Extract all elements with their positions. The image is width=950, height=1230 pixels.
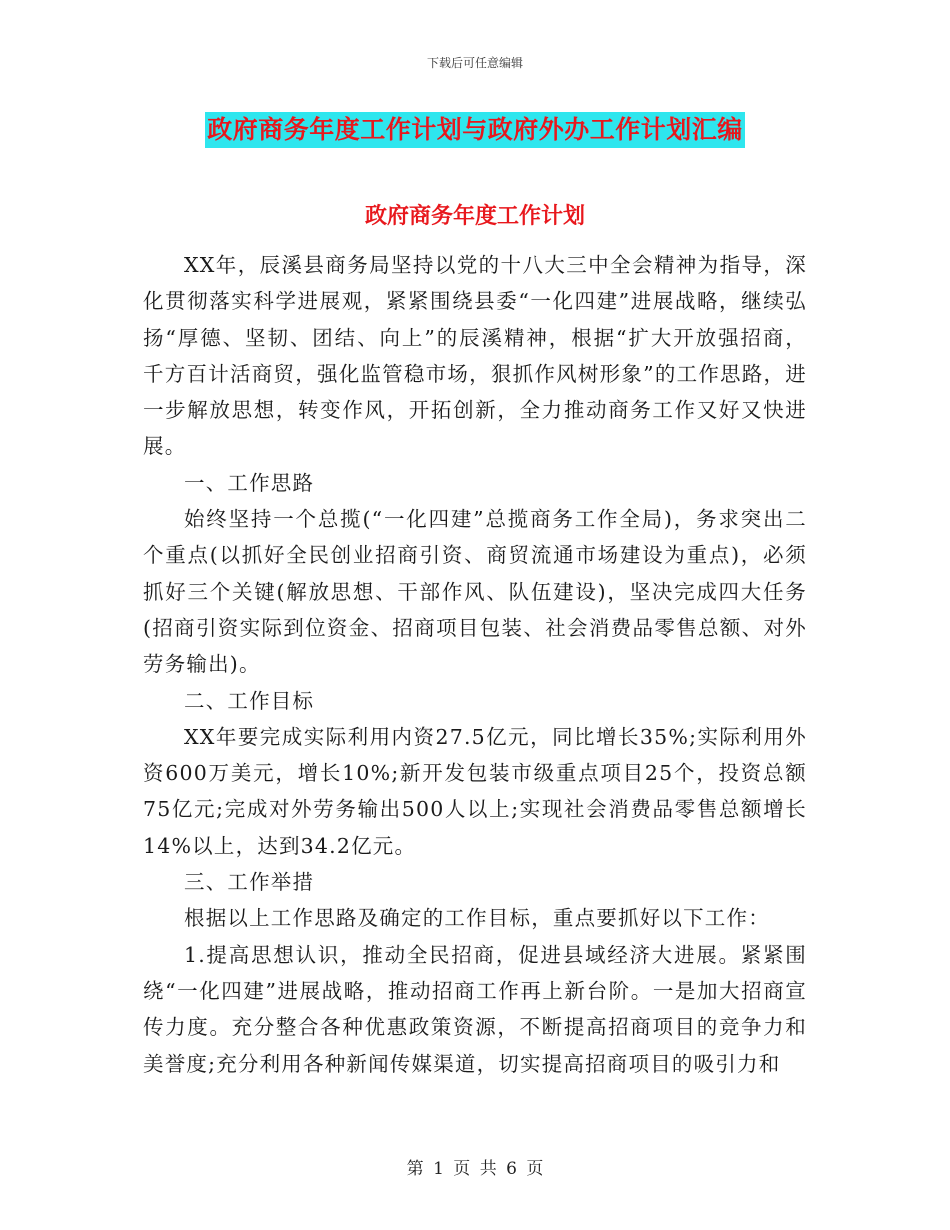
paragraph-intro: XX年，辰溪县商务局坚持以党的十八大三中全会精神为指导，深化贯彻落实科学进展观，紧紧围绕县委“一化四建”进展战略，继续弘扬“厚德、坚韧、团结、向上”的辰溪精神，根据“扩大开放强招商，千方百计活商贸，强化监管稳市场，狠抓作风树形象”的工作思路，进一步解放思想，转变作风，开拓创新，全力推动商务工作又好又快进展。: [143, 253, 807, 459]
paragraph-measure-1: 1.提高思想认识，推动全民招商，促进县域经济大进展。紧紧围绕“一化四建”进展战略，推动招商工作再上新台阶。一是加大招商宣传力度。充分整合各种优惠政策资源，不断提高招商项目的竞争力和美誉度;充分利用各种新闻传媒渠道，切实提高招商项目的吸引力和: [143, 942, 807, 1076]
paragraph-measures-intro: 根据以上工作思路及确定的工作目标，重点要抓好以下工作：: [184, 906, 770, 931]
heading-work-goals: 二、工作目标: [184, 688, 315, 713]
paragraph-work-approach: 始终坚持一个总揽(“一化四建”总揽商务工作全局)，务求突出二个重点(以抓好全民创业招商引资、商贸流通市场建设为重点)，必须抓好三个关键(解放思想、干部作风、队伍建设)，坚决完成四大任务(招商引资实际到位资金、招商项目包装、社会消费品零售总额、对外劳务输出)。: [143, 507, 807, 677]
document-body: [143, 247, 807, 1082]
section-title: 政府商务年度工作计划: [364, 204, 585, 229]
heading-work-approach: 一、工作思路: [184, 470, 315, 495]
document-title: 政府商务年度工作计划与政府外办工作计划汇编: [205, 112, 745, 148]
page-header-note: 下载后可任意编辑: [426, 56, 523, 70]
document-title-container: [0, 112, 950, 148]
paragraph-work-goals: XX年要完成实际利用内资27.5亿元，同比增长35%;实际利用外资600万美元，增长10%;新开发包装市级重点项目25个，投资总额75亿元;完成对外劳务输出500人以上;实现社会消费品零售总额增长14%以上，达到34.2亿元。: [143, 724, 807, 858]
heading-work-measures: 三、工作举措: [184, 870, 315, 895]
page-footer: 第 1 页 共 6 页: [406, 1159, 544, 1179]
